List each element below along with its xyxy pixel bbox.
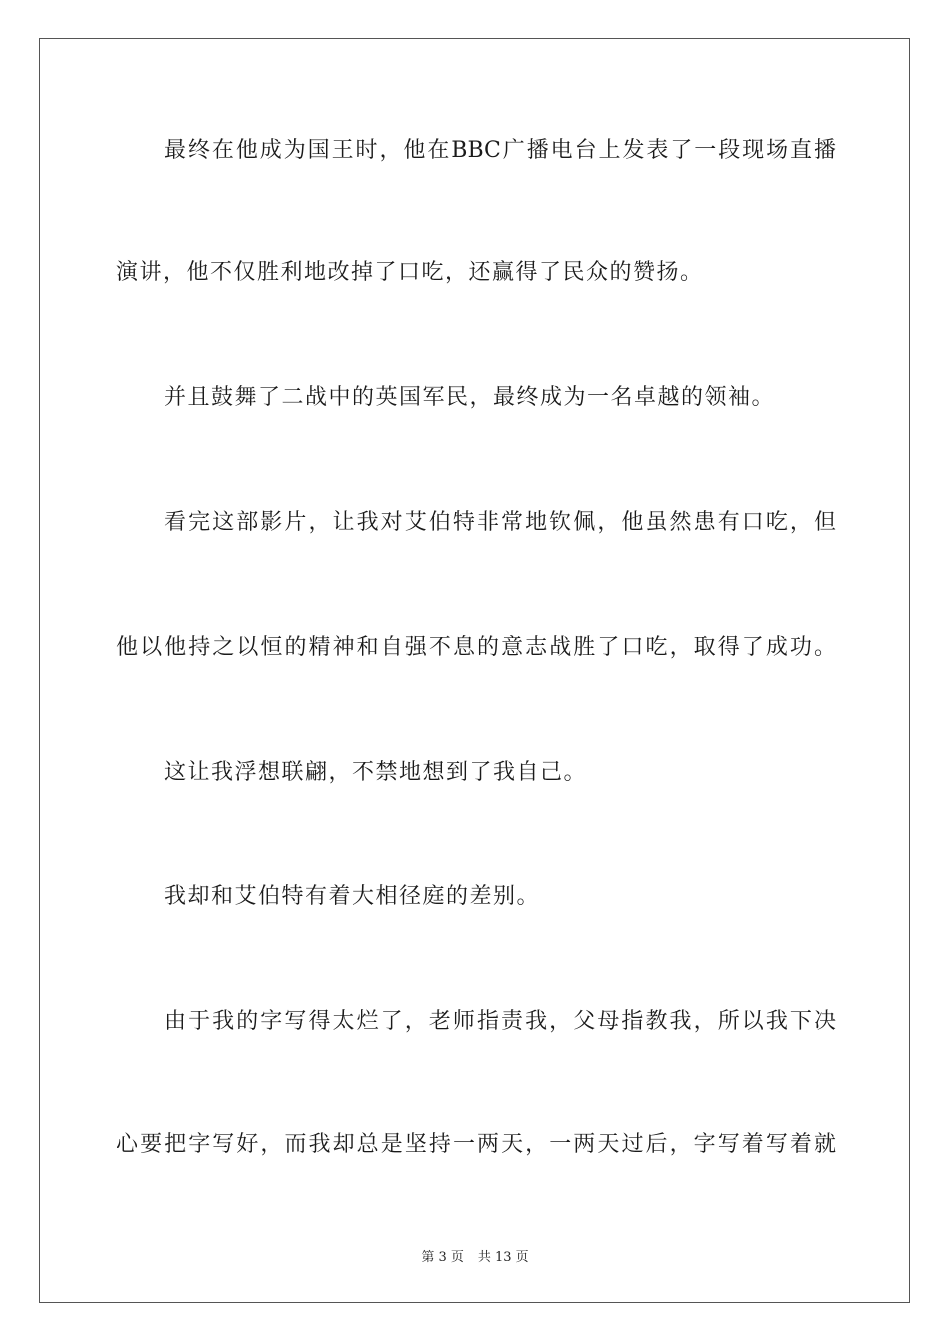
paragraph-line: 并且鼓舞了二战中的英国军民，最终成为一名卓越的领袖。	[164, 385, 776, 410]
paragraph-line: 他以他持之以恒的精神和自强不息的意志战胜了口吃，取得了成功。	[116, 635, 836, 660]
page-number: 第 3 页	[421, 1250, 464, 1265]
page-border	[39, 38, 910, 1303]
paragraph-line: 由于我的字写得太烂了，老师指责我，父母指教我，所以我下决	[164, 1009, 836, 1034]
paragraph-line: 最终在他成为国王时，他在BBC广播电台上发表了一段现场直播	[164, 138, 836, 163]
paragraph-line: 心要把字写好，而我却总是坚持一两天，一两天过后，字写着写着就	[116, 1132, 836, 1157]
page-footer	[0, 1249, 950, 1267]
paragraph-line: 这让我浮想联翩，不禁地想到了我自己。	[164, 760, 588, 785]
paragraph-line: 我却和艾伯特有着大相径庭的差别。	[164, 884, 541, 909]
paragraph-line: 演讲，他不仅胜利地改掉了口吃，还赢得了民众的赞扬。	[116, 260, 704, 285]
page-total: 共 13 页	[477, 1250, 529, 1265]
paragraph-line: 看完这部影片，让我对艾伯特非常地钦佩，他虽然患有口吃，但	[164, 510, 836, 535]
